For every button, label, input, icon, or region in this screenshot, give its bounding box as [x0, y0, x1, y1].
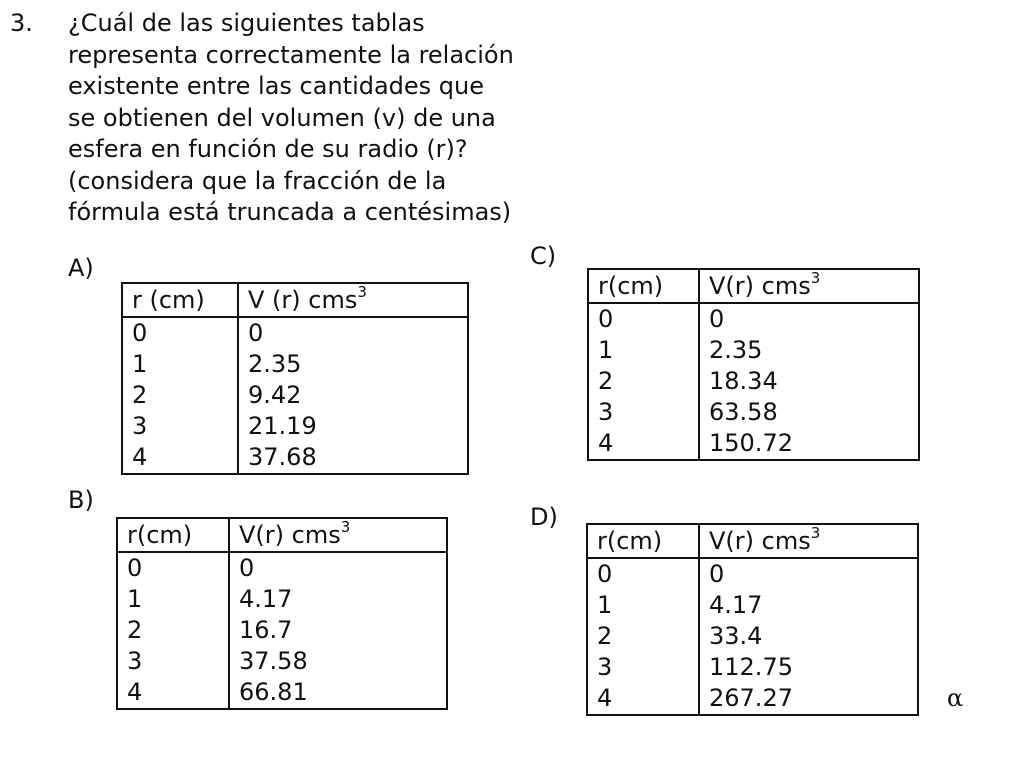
column-header-volume	[699, 524, 918, 558]
volume-cell: 4.17	[239, 585, 293, 613]
table-header-row	[122, 283, 468, 317]
radius-cell: 1	[588, 335, 699, 366]
question-number: 3.	[10, 9, 33, 37]
radius-cell: 1	[122, 349, 238, 380]
table-row	[117, 584, 447, 615]
table-header-row	[588, 269, 919, 303]
radius-cell: 4	[588, 428, 699, 460]
volume-cell: 2.35	[709, 336, 763, 364]
radius-cell: 4	[122, 442, 238, 474]
table-row	[587, 590, 918, 621]
question-line: se obtienen del volumen (v) de una	[68, 103, 496, 132]
volume-cell: 4.17	[709, 591, 763, 619]
column-header-volume-text: V(r) cms	[709, 272, 811, 300]
question-line: existente entre las cantidades que	[68, 72, 485, 100]
table-row	[122, 317, 468, 349]
question-line: fórmula está truncada a centésimas)	[68, 198, 512, 226]
cubic-exponent: 3	[357, 283, 367, 301]
table-row	[587, 558, 918, 590]
volume-cell: 267.27	[709, 684, 793, 712]
radius-cell: 4	[117, 677, 229, 709]
question-line: representa correctamente la relación	[68, 40, 514, 69]
radius-cell: 2	[588, 366, 699, 397]
radius-cell: 1	[587, 590, 699, 621]
column-header-volume-text: V (r) cms	[248, 286, 358, 314]
radius-cell: 3	[587, 652, 699, 683]
option-d-label[interactable]: D)	[530, 503, 558, 531]
column-header-radius: r (cm)	[122, 283, 238, 317]
volume-cell: 66.81	[239, 678, 308, 706]
radius-cell: 2	[587, 621, 699, 652]
volume-cell: 33.4	[709, 622, 763, 650]
table-row	[117, 677, 447, 709]
radius-cell: 0	[588, 303, 699, 335]
table-header-row	[587, 524, 918, 558]
volume-cell: 16.7	[239, 616, 293, 644]
column-header-volume-text: V(r) cms	[709, 527, 811, 555]
table-row	[587, 621, 918, 652]
column-header-volume	[229, 518, 447, 552]
volume-cell: 37.68	[248, 443, 317, 471]
volume-cell: 112.75	[709, 653, 793, 681]
table-row	[122, 349, 468, 380]
volume-cell: 0	[709, 305, 725, 333]
radius-cell: 2	[122, 380, 238, 411]
table-row	[588, 335, 919, 366]
table-row	[588, 303, 919, 335]
column-header-radius: r(cm)	[587, 524, 699, 558]
table-row	[122, 380, 468, 411]
radius-cell: 3	[588, 397, 699, 428]
volume-cell: 150.72	[709, 429, 793, 457]
volume-cell: 0	[239, 554, 255, 582]
table-header-row	[117, 518, 447, 552]
radius-cell: 1	[117, 584, 229, 615]
radius-cell: 2	[117, 615, 229, 646]
column-header-radius: r(cm)	[117, 518, 229, 552]
volume-cell: 21.19	[248, 412, 317, 440]
volume-cell: 18.34	[709, 367, 778, 395]
column-header-volume-text: V(r) cms	[239, 521, 341, 549]
option-b-table[interactable]	[116, 517, 448, 710]
radius-cell: 3	[117, 646, 229, 677]
cubic-exponent: 3	[810, 524, 821, 542]
radius-cell: 4	[587, 683, 699, 715]
column-header-radius: r(cm)	[588, 269, 699, 303]
option-a-label[interactable]: A)	[68, 254, 94, 282]
option-b-label[interactable]: B)	[68, 486, 94, 514]
table-row	[588, 397, 919, 428]
volume-cell: 37.58	[239, 647, 308, 675]
volume-cell: 63.58	[709, 398, 778, 426]
option-c-label[interactable]: C)	[530, 242, 557, 270]
volume-cell: 9.42	[248, 381, 302, 409]
alpha-symbol: α	[947, 684, 964, 712]
volume-cell: 0	[709, 560, 725, 588]
option-c-table[interactable]	[587, 268, 920, 461]
table-row	[117, 615, 447, 646]
radius-cell: 3	[122, 411, 238, 442]
table-row	[122, 442, 468, 474]
table-row	[122, 411, 468, 442]
column-header-volume	[699, 269, 919, 303]
column-header-volume	[238, 283, 468, 317]
table-row	[587, 683, 918, 715]
option-a-table[interactable]	[121, 282, 469, 475]
volume-cell: 2.35	[248, 350, 302, 378]
option-d-table[interactable]	[586, 523, 919, 716]
table-row	[117, 646, 447, 677]
question-line: ¿Cuál de las siguientes tablas	[68, 9, 425, 37]
cubic-exponent: 3	[810, 269, 821, 287]
radius-cell: 0	[117, 552, 229, 584]
table-row	[117, 552, 447, 584]
cubic-exponent: 3	[340, 518, 351, 536]
radius-cell: 0	[587, 558, 699, 590]
table-row	[588, 428, 919, 460]
question-text	[68, 8, 588, 229]
volume-cell: 0	[248, 319, 264, 347]
question-line: esfera en función de su radio (r)?	[68, 135, 468, 163]
question-line: (considera que la fracción de la	[68, 166, 447, 195]
table-row	[587, 652, 918, 683]
radius-cell: 0	[122, 317, 238, 349]
table-row	[588, 366, 919, 397]
